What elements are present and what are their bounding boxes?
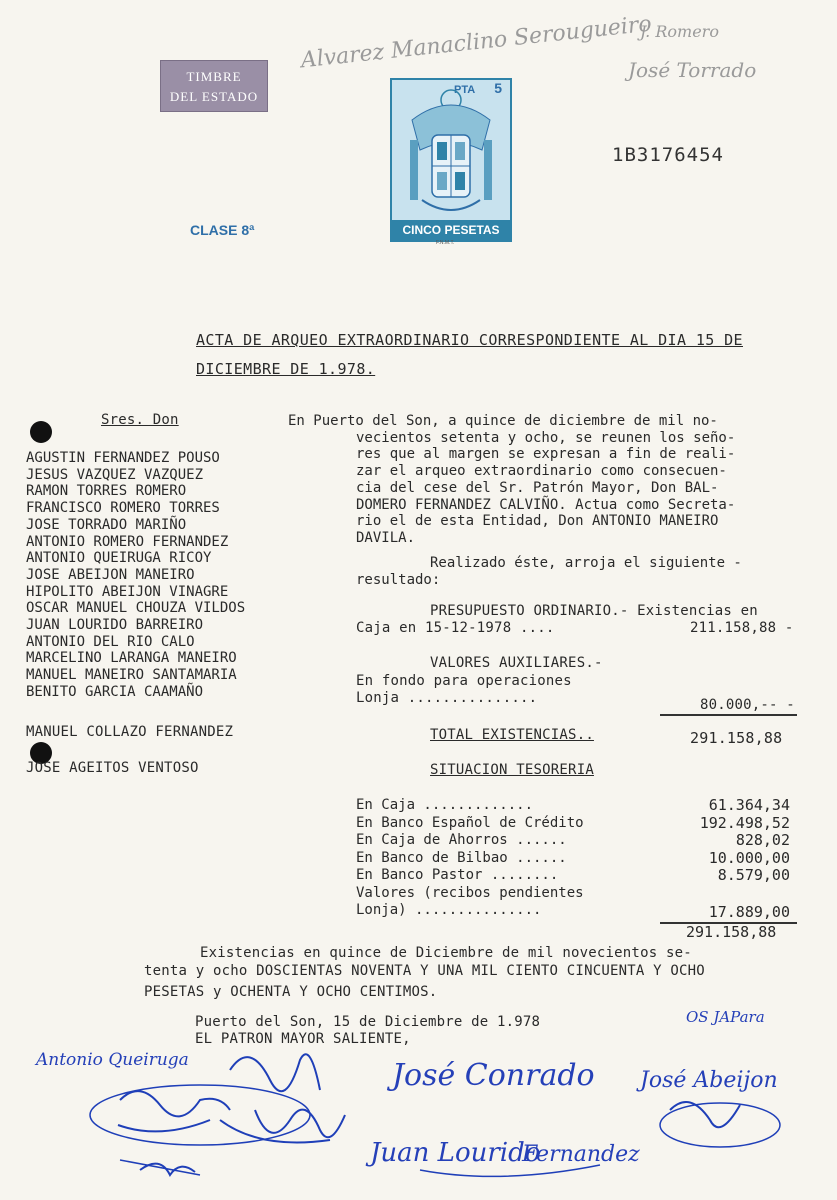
tesoreria-row-amount: 8.579,00 — [717, 866, 790, 884]
signature-jose-conrado: José Conrado — [392, 1058, 595, 1093]
tesoreria-row-label: En Banco Español de Crédito — [356, 814, 584, 831]
presupuesto-amount: 211.158,88 - — [690, 620, 794, 636]
timbre-line-2: DEL ESTADO — [169, 89, 259, 104]
grand-total-amount: 291.158,88 — [686, 923, 777, 941]
closing-line-1: Existencias en quince de Diciembre de mil novecientos se- — [200, 945, 692, 961]
attendee-name: ANTONIO QUEIRUGA RICOY — [26, 550, 212, 567]
recibos-line-2: Lonja) ............... — [356, 902, 542, 918]
attendee-name: FRANCISCO ROMERO TORRES — [26, 500, 220, 517]
timbre-del-estado-box — [160, 60, 268, 112]
body-line: DOMERO FERNANDEZ CALVIÑO. Actua como Secreta- — [356, 496, 736, 513]
stamp-pta-label: PTA — [454, 84, 476, 96]
signature-antonio: Antonio Queiruga — [36, 1050, 189, 1070]
presupuesto-line-1: PRESUPUESTO ORDINARIO.- Existencias en — [430, 603, 758, 619]
attendee-name: AGUSTIN FERNANDEZ POUSO — [26, 450, 220, 466]
attendee-name: ANTONIO DEL RIO CALO — [26, 633, 195, 650]
closing-place-date: Puerto del Son, 15 de Diciembre de 1.978 — [195, 1014, 541, 1030]
attendee-name: JOSE ABEIJON MANEIRO — [26, 566, 195, 583]
tesoreria-amounts — [640, 797, 790, 922]
punch-hole-top — [30, 421, 52, 443]
valores-line-1: En fondo para operaciones — [356, 673, 572, 689]
tesoreria-row-label: En Caja ............. — [356, 797, 534, 813]
attendee-secretary: MANUEL COLLAZO FERNANDEZ — [26, 724, 234, 740]
valores-heading: VALORES AUXILIARES.- — [430, 655, 603, 671]
attendee-name: RAMON TORRES ROMERO — [26, 483, 187, 500]
tesoreria-row-label: En Banco de Bilbao ...... — [356, 849, 567, 866]
valores-underline — [660, 714, 797, 716]
body-line: cia del cese del Sr. Patrón Mayor, Don BAL- — [356, 479, 719, 496]
signature-jose-abeijon: José Abeijon — [640, 1068, 778, 1093]
recibos-line-1: Valores (recibos pendientes — [356, 884, 584, 901]
total-existencias-label: TOTAL EXISTENCIAS.. — [430, 727, 594, 743]
attendees-list — [26, 450, 245, 701]
result-line: resultado: — [356, 571, 441, 588]
tesoreria-row-amount: 10.000,00 — [708, 848, 790, 867]
pencil-note-right-1: J. Romero — [640, 22, 719, 41]
coat-of-arms-icon — [392, 80, 510, 220]
attendee-name: MANUEL MANEIRO SANTAMARIA — [26, 667, 237, 684]
attendee-name: JESUS VAZQUEZ VAZQUEZ — [26, 466, 204, 483]
attendee-name: MARCELINO LARANGA MANEIRO — [26, 650, 237, 667]
body-line: rio el de esta Entidad, Don ANTONIO MANEIRO — [356, 513, 719, 530]
signature-juan: Juan Lourido — [370, 1138, 541, 1168]
tesoreria-row-label: En Caja de Ahorros ...... — [356, 832, 567, 848]
closing-role: EL PATRON MAYOR SALIENTE, — [195, 1031, 411, 1047]
signature-fernandez: Fernandez — [522, 1142, 640, 1167]
attendee-extra: JOSE AGEITOS VENTOSO — [26, 760, 199, 776]
tesoreria-heading: SITUACION TESORERIA — [430, 762, 594, 778]
presupuesto-line-2: Caja en 15-12-1978 .... — [356, 620, 555, 636]
stamp-legend: F.N.M.T. — [436, 240, 455, 246]
attendee-name: JUAN LOURIDO BARREIRO — [26, 617, 204, 634]
stamp-value-band: CINCO PESETAS — [392, 220, 510, 240]
pencil-note-top: Alvarez Manaclino Serougueiro — [299, 11, 653, 74]
clase-label: CLASE 8ª — [190, 222, 255, 238]
body-line: En Puerto del Son, a quince de diciembre de mil no- — [288, 413, 718, 429]
tesoreria-row-amount: 192.498,52 — [699, 813, 790, 832]
tesoreria-row-amount: 828,02 — [735, 831, 790, 849]
serial-number: 1B3176454 — [612, 144, 724, 166]
valores-line-2: Lonja ............... — [356, 690, 538, 706]
body-line: DAVILA. — [356, 529, 416, 546]
attendee-name: JOSE TORRADO MARIÑO — [26, 516, 187, 533]
attendees-heading: Sres. Don — [101, 412, 179, 428]
attendee-name: BENITO GARCIA CAAMAÑO — [26, 683, 204, 700]
valores-amount: 80.000,-- - — [700, 697, 795, 713]
stamp-value: 5 — [494, 80, 502, 96]
timbre-line-1: TIMBRE — [186, 69, 242, 84]
tesoreria-row-label: En Banco Pastor ........ — [356, 867, 559, 883]
attendee-name: OSCAR MANUEL CHOUZA VILDOS — [26, 600, 246, 617]
handwritten-signatures-strokes — [0, 1000, 837, 1200]
recibos-amount: 17.889,00 — [708, 903, 790, 921]
tax-stamp — [390, 78, 512, 242]
body-line: zar el arqueo extraordinario como consecuen- — [356, 463, 727, 480]
total-existencias-amount: 291.158,88 — [690, 729, 783, 747]
closing-line-2: tenta y ocho DOSCIENTAS NOVENTA Y UNA MIL CIENTO CINCUENTA Y OCHO — [144, 963, 705, 979]
attendee-name: HIPOLITO ABEIJON VINAGRE — [26, 583, 229, 600]
tesoreria-labels — [356, 797, 584, 920]
signature-initials-right: OS JAPara — [686, 1008, 765, 1026]
body-line: res que al margen se expresan a fin de reali- — [356, 446, 736, 463]
body-paragraph — [288, 413, 735, 547]
closing-line-3: PESETAS y OCHENTA Y OCHO CENTIMOS. — [144, 984, 438, 1000]
document-title-line-1: ACTA DE ARQUEO EXTRAORDINARIO CORRESPONDIENTE AL DIA 15 DE — [196, 331, 743, 349]
result-line: Realizado éste, arroja el siguiente - — [430, 555, 742, 571]
document-title-line-2: DICIEMBRE DE 1.978. — [196, 360, 376, 378]
pencil-note-right-2: José Torrado — [628, 58, 757, 82]
body-line: vecientos setenta y ocho, se reunen los seño- — [356, 429, 736, 446]
attendee-name: ANTONIO ROMERO FERNANDEZ — [26, 533, 229, 550]
result-intro — [356, 555, 742, 588]
tesoreria-row-amount: 61.364,34 — [708, 796, 790, 814]
